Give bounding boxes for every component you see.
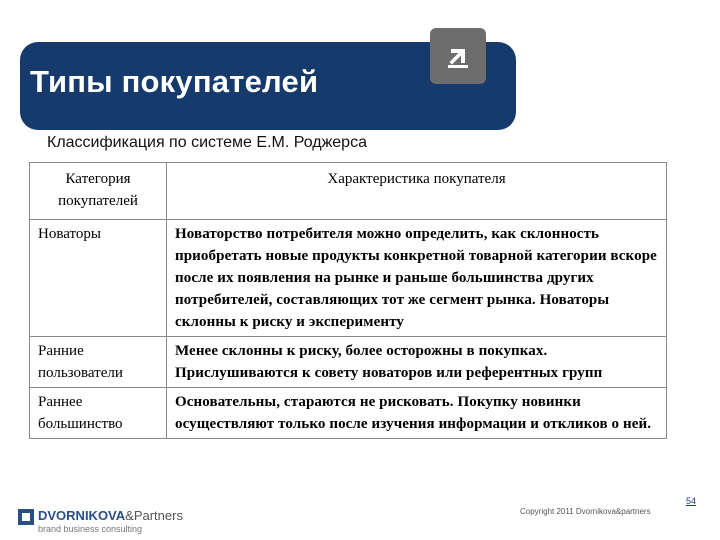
corner-badge: [430, 28, 486, 84]
row-category: Раннее большинство: [30, 388, 167, 439]
logo-name: DVORNIKOVA: [38, 508, 126, 523]
logo-tagline: brand business consulting: [38, 524, 143, 534]
logo-square-icon: [18, 509, 34, 525]
arrow-up-right-icon: [442, 40, 474, 72]
row-description: Основательны, стараются не рисковать. Покупку новинки осуществляют только после изучения информации и откликов о ней.: [167, 388, 667, 439]
page-number[interactable]: 54: [686, 496, 697, 506]
table-row: [30, 388, 667, 439]
slide-subtitle: Классификация по системе Е.М. Роджерса: [47, 134, 367, 151]
table-row: [30, 220, 667, 337]
slide-title: Типы покупателей: [30, 64, 319, 99]
table-header-row: [30, 163, 667, 220]
buyer-types-table: [29, 162, 667, 439]
row-category: Новаторы: [30, 220, 167, 337]
row-category: Ранние пользователи: [30, 337, 167, 388]
copyright-text: Copyright 2011 Dvornikova&partners: [520, 507, 651, 516]
header-description: Характеристика покупателя: [167, 163, 667, 220]
row-description: Новаторство потребителя можно определить, как склонность приобретать новые продукты конкретной товарной категории вскоре после их появления на рынке и раньше большинства других потребителей, составляющих тот же сегмент рынка. Новаторы склонны к риску и эксперименту: [167, 220, 667, 337]
logo-name-suffix: &Partners: [125, 508, 183, 523]
row-description: Менее склонны к риску, более осторожны в покупках. Прислушиваются к совету новаторов или референтных групп: [167, 337, 667, 388]
table-row: [30, 337, 667, 388]
company-logo: [18, 507, 218, 535]
header-category: Категория покупателей: [30, 163, 167, 220]
